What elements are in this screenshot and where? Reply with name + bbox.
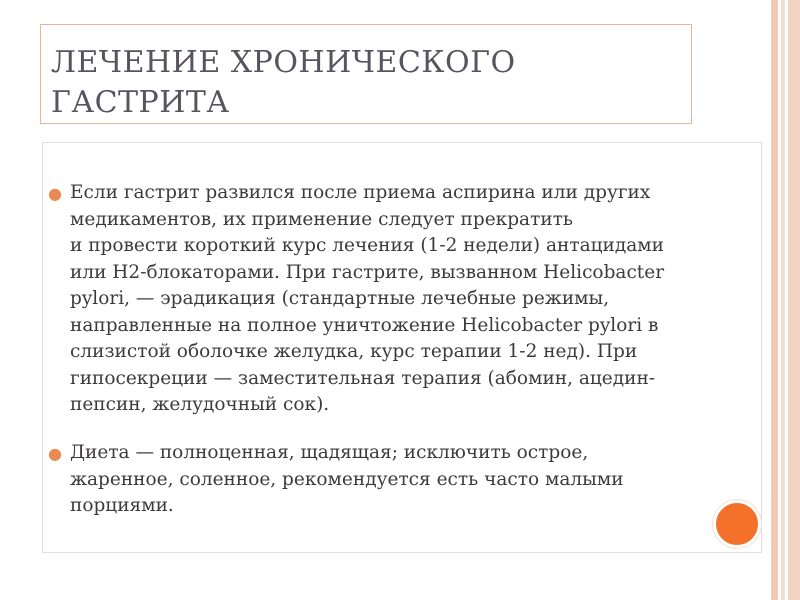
decorative-stripe bbox=[788, 0, 800, 600]
bullet-item bbox=[48, 440, 748, 524]
decorative-stripe bbox=[771, 0, 778, 600]
decorative-stripe bbox=[781, 0, 785, 600]
slide-title: ЛЕЧЕНИЕ ХРОНИЧЕСКОГО ГАСТРИТА bbox=[51, 45, 516, 120]
bullet-marker-icon: ● bbox=[48, 444, 62, 463]
bullet-item bbox=[48, 180, 748, 426]
decorative-circle-icon bbox=[713, 500, 761, 548]
title-box bbox=[40, 24, 692, 124]
bullet-text: Если гастрит развился после приема аспирина или других медикаментов, их применение следует прекратить и провести короткий курс лечения (1-2 недели) антацидами или Н2-блокаторами. При гастрите, вызванном Helicobacter pylori, — эрадикация (стандартные лечебные режимы, направленные на полное уничтожение Helicobacter pylori в слизистой оболочке желудка, курс терапии 1-2 нед). При гипосекреции — заместительная терапия (абомин, ацедин- пепсин, желудочный сок). bbox=[70, 182, 665, 415]
bullet-text: Диета — полноценная, щадящая; исключить острое, жаренное, соленное, рекомендуется есть часто малыми порциями. bbox=[70, 442, 624, 516]
bullet-marker-icon: ● bbox=[48, 184, 62, 203]
